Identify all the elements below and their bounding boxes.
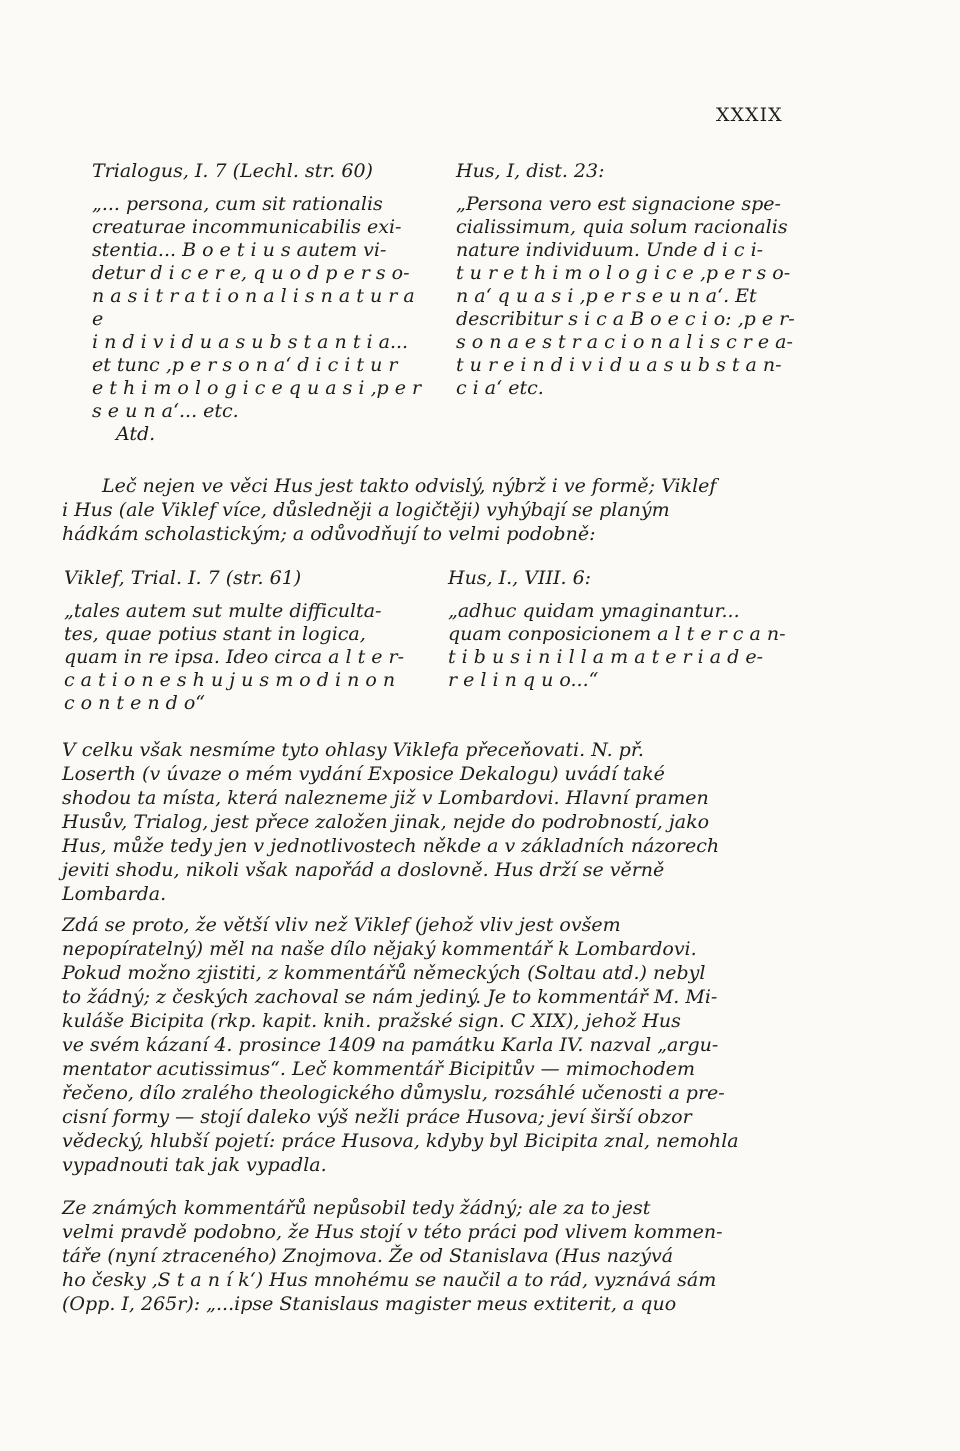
block2-left-line: quam in re ipsa. Ideo circa a l t e r- [64, 646, 405, 668]
block2-left-column [64, 567, 424, 715]
block1-right-line: nature individuum. Unde d i c i- [456, 239, 764, 261]
body-paragraph-2: Zdá se proto, že větší vliv než Viklef (jehož vliv jest ovšem nepopíratelný) měl na naše dílo nějaký kommentář k Lombardovi. Pokud možno zjistiti, z kommentářů německých (Soltau atd.) nebyl to žádný; z českých zachoval se nám jediný. Je to kommentář M. Mi- kuláše Bicipita (rkp. kapit. knih. pražské sign. C XIX), jehož Hus ve svém kázaní 4. prosince 1409 na památku Karla IV. nazval „argu- mentator acutissimus“. Leč kommentář Bicipitův — mimochodem řečeno, dílo zralého theologického důmyslu, rozsáhlé učenosti a pre- cisní formy — stojí daleko výš nežli práce Husova; jeví širší obzor vědecký, hlubší pojetí: práce Husova, kdyby byl Bicipita znal, nemohla vypadnouti tak jak vypadla. [62, 914, 739, 1176]
block2-right-line: quam conposicionem a l t e r c a n- [448, 623, 786, 645]
block2-left-line: c o n t e n d o“ [64, 692, 206, 714]
block1-left-line: „... persona, cum sit rationalis [92, 193, 383, 215]
block2-left-text [64, 600, 424, 715]
block1-left-line: i n d i v i d u a s u b s t a n t i a... [92, 331, 409, 353]
page-number: XXXIX [716, 104, 783, 126]
block1-left-column [92, 160, 422, 446]
block1-right-line: cialissimum, quia solum racionalis [456, 216, 788, 238]
transition-paragraph: Leč nejen ve věci Hus jest takto odvislý, nýbrž i ve formě; Viklef i Hus (ale Viklef více, důsledněji a logičtěji) vyhýbají se planým hádkám scholastickým; a odůvodňují to velmi podobně: [62, 475, 717, 545]
block1-left-line: s e u n a‘... etc. [92, 400, 239, 422]
block1-left-footer: Atd. [116, 423, 156, 445]
block1-left-line: stentia... B o e t i u s autem vi- [92, 239, 387, 261]
block2-right-line: r e l i n q u o...“ [448, 669, 599, 691]
block1-right-line: t u r e i n d i v i d u a s u b s t a n- [456, 354, 782, 376]
block2-right-text [448, 600, 798, 692]
block2-left-line: „tales autem sut multe difficulta- [64, 600, 382, 622]
block1-left-heading: Trialogus, I. 7 (Lechl. str. 60) [92, 160, 373, 182]
block1-right-line: c i a‘ etc. [456, 377, 544, 399]
block1-right-text [456, 193, 801, 400]
block2-right-line: t i b u s i n i l l a m a t e r i a d e- [448, 646, 764, 668]
block2-right-line: „adhuc quidam ymaginantur... [448, 600, 740, 622]
block2-right-heading: Hus, I., VIII. 6: [448, 567, 592, 589]
block1-left-line: creaturae incommunicabilis exi- [92, 216, 402, 238]
block2-left-line: tes, quae potius stant in logica, [64, 623, 366, 645]
block1-right-column [456, 160, 801, 400]
block1-left-line: n a s i t r a t i o n a l i s n a t u r a e [92, 285, 415, 330]
block1-right-heading: Hus, I, dist. 23: [456, 160, 605, 182]
block1-right-line: t u r e t h i m o l o g i c e ‚p e r s o- [456, 262, 791, 284]
block1-left-line: detur d i c e r e, q u o d p e r s o- [92, 262, 410, 284]
block2-right-column [448, 567, 798, 692]
block1-left-line: e t h i m o l o g i c e q u a s i ‚p e r [92, 377, 422, 399]
body-paragraph-1: V celku však nesmíme tyto ohlasy Viklefa přeceňovati. N. př. Loserth (v úvaze o mém vydání Exposice Dekalogu) uvádí také shodou ta místa, která nalezneme již v Lombardovi. Hlavní pramen Husův, Trialog, jest přece založen jinak, nejde do podrobností, jako Hus, může tedy jen v jednotlivostech někde a v základních názorech jeviti shodu, nikoli však napořád a doslovně. Hus drží se věrně Lombarda. [62, 739, 720, 905]
block1-right-line: s o n a e s t r a c i o n a l i s c r e a- [456, 331, 793, 353]
block1-right-line: describitur s i c a B o e c i o: ‚p e r- [456, 308, 795, 330]
block1-left-text [92, 193, 422, 423]
block2-left-heading: Viklef, Trial. I. 7 (str. 61) [64, 567, 302, 589]
block2-left-line: c a t i o n e s h u j u s m o d i n o n [64, 669, 396, 691]
block1-right-line: n a‘ q u a s i ‚p e r s e u n a‘. Et [456, 285, 757, 307]
block1-left-line: et tunc ‚p e r s o n a‘ d i c i t u r [92, 354, 398, 376]
block1-right-line: „Persona vero est signacione spe- [456, 193, 781, 215]
body-paragraph-3: Ze známých kommentářů nepůsobil tedy žádný; ale za to jest velmi pravdě podobno, že Hus stojí v této práci pod vlivem kommen- táře (nyní ztraceného) Znojmova. Že od Stanislava (Hus nazývá ho česky ‚S t a n í k‘) Hus mnohému se naučil a to rád, vyznává sám (Opp. I, 265r): „...ipse Stanislaus magister meus extiterit, a quo [62, 1197, 723, 1315]
